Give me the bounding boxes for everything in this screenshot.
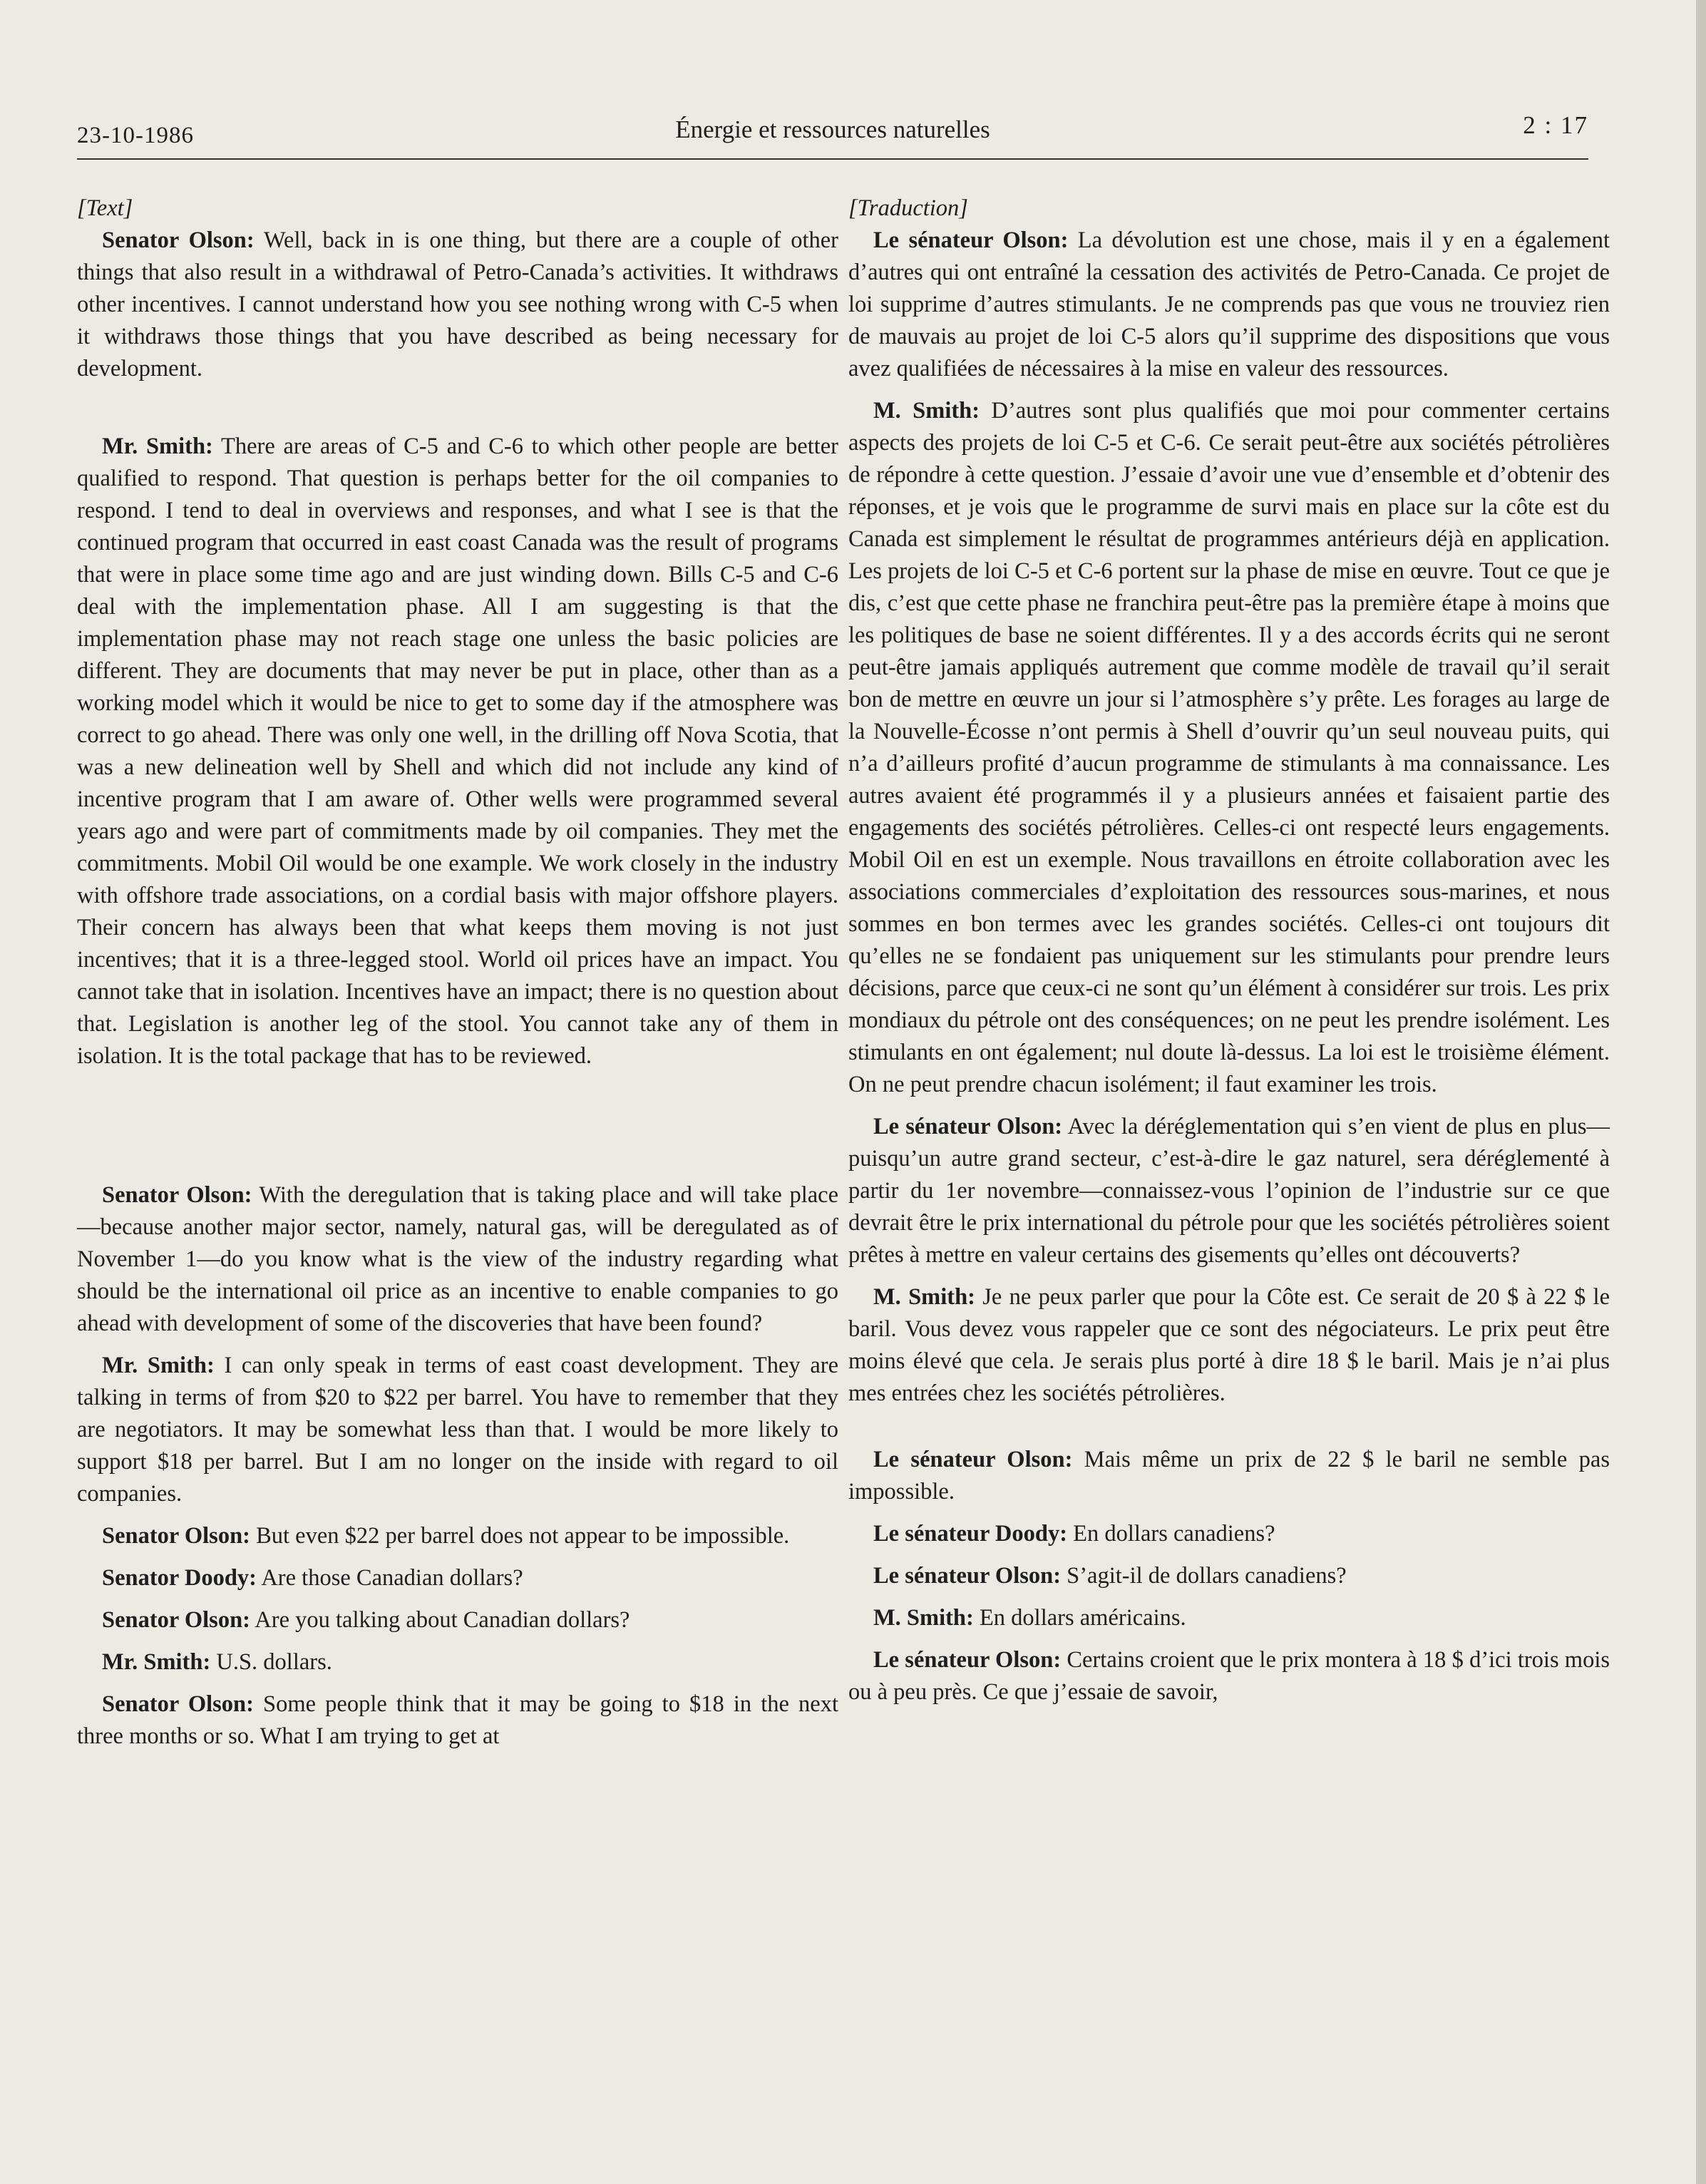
speech-paragraph bbox=[77, 431, 838, 1072]
speech-text: Certains croient que le prix montera à 18 $ d’ici trois mois ou à peu près. Ce que j’essaie de savoir, bbox=[848, 1647, 1610, 1705]
speaker-name: Mr. Smith: bbox=[102, 1353, 215, 1378]
speaker-name: Mr. Smith: bbox=[102, 1649, 211, 1675]
french-column bbox=[848, 193, 1610, 1718]
speech-text: Well, back in is one thing, but there are a couple of other things that also result in a withdrawal of Petro-Canada’s activities. It withdraws other incentives. I cannot understand how you see nothing wrong with C-5 when it withdraws those things that you have described as being necessary for development. bbox=[77, 227, 838, 381]
speech-paragraph bbox=[77, 1350, 838, 1510]
speech-paragraph bbox=[77, 1179, 838, 1340]
speech-paragraph bbox=[77, 1604, 838, 1636]
speaker-name: M. Smith: bbox=[873, 398, 980, 424]
speaker-name: Senator Olson: bbox=[102, 1182, 252, 1208]
speech-paragraph bbox=[77, 1562, 838, 1594]
speech-paragraph bbox=[848, 225, 1610, 385]
speaker-name: Le sénateur Olson: bbox=[873, 1647, 1062, 1673]
language-tag: [Text] bbox=[77, 195, 133, 221]
speech-text: U.S. dollars. bbox=[210, 1649, 332, 1675]
speech-text: Je ne peux parler que pour la Côte est. Ce serait de 20 $ à 22 $ le baril. Vous devez vous rappeler que ce sont des négociateurs. Le prix peut être moins élevé que cela. Je serais plus porté à dire 18 $ le baril. Mais je n’ai plus mes entrées chez les sociétés pétrolières. bbox=[848, 1284, 1610, 1406]
language-tag: [Traduction] bbox=[848, 195, 968, 221]
speech-text: Avec la déréglementation qui s’en vient de plus en plus—puisqu’un autre grand secteur, c’est-à-dire le gaz naturel, sera déréglementé à partir du 1er novembre—connaissez-vous l’opinion de l’industrie sur ce que devrait être le prix international du pétrole pour que les sociétés pétrolières soient prêtes à mettre en valeur certains des gisements qu’elles ont découverts? bbox=[848, 1114, 1610, 1268]
speech-paragraph bbox=[77, 1646, 838, 1678]
running-header bbox=[77, 107, 1588, 157]
speech-paragraph bbox=[848, 1444, 1610, 1508]
page-edge bbox=[1696, 0, 1706, 2184]
header-title: Énergie et ressources naturelles bbox=[675, 116, 990, 143]
speech-text: En dollars américains. bbox=[973, 1605, 1186, 1631]
header-date: 23-10-1986 bbox=[77, 123, 194, 148]
header-rule bbox=[77, 158, 1588, 160]
speech-text: Are those Canadian dollars? bbox=[256, 1565, 523, 1591]
speech-text: Are you talking about Canadian dollars? bbox=[250, 1607, 630, 1633]
speaker-name: Le sénateur Olson: bbox=[873, 1563, 1062, 1589]
speech-text: En dollars canadiens? bbox=[1067, 1521, 1275, 1547]
speech-text: La dévolution est une chose, mais il y en a également d’autres qui ont entraîné la cessation des activités de Petro-Canada. Ce projet de loi supprime d’autres stimulants. Je ne comprends pas que vous ne trouviez rien de mauvais au projet de loi C-5 alors qu’il supprime des dispositions que vous avez qualifiées de nécessaires à la mise en valeur des ressources. bbox=[848, 227, 1610, 381]
speech-text: There are areas of C-5 and C-6 to which other people are better qualified to respond. That question is perhaps better for the oil companies to respond. I tend to deal in overviews and responses, and what I see is that the continued program that occurred in east coast Canada was the result of programs that were in place some time ago and are just winding down. Bills C-5 and C-6 deal with the implementation phase. All I am suggesting is that the implementation phase may not reach stage one unless the basic policies are different. They are documents that may never be put in place, other than as a working model which it would be nice to get to some day if the atmosphere was correct to go ahead. There was only one well, in the drilling off Nova Scotia, that was a new delineation well by Shell and which did not include any kind of incentive program that I am aware of. Other wells were programmed several years ago and were part of commitments made by oil companies. They met the commitments. Mobil Oil would be one example. We work closely in the industry with offshore trade associations, on a cordial basis with major offshore players. Their concern has always been that what keeps them moving is not just incentives; that it is a three-legged stool. World oil prices have an impact. You cannot take that in isolation. Incentives have an impact; there is no question about that. Legislation is another leg of the stool. You cannot take any of them in isolation. It is the total package that has to be reviewed. bbox=[77, 434, 839, 1069]
header-page-number: 2 : 17 bbox=[1523, 111, 1588, 139]
speech-text: S’agit-il de dollars canadiens? bbox=[1061, 1563, 1347, 1589]
speech-paragraph bbox=[848, 1518, 1610, 1550]
speech-paragraph bbox=[77, 1520, 838, 1552]
speech-paragraph bbox=[77, 1688, 838, 1753]
speaker-name: Le sénateur Olson: bbox=[873, 1114, 1063, 1139]
speech-paragraph bbox=[848, 395, 1610, 1101]
speaker-name: Senator Olson: bbox=[102, 1691, 254, 1717]
speech-paragraph bbox=[848, 1111, 1610, 1271]
speech-text: Mais même un prix de 22 $ le baril ne semble pas impossible. bbox=[848, 1447, 1610, 1504]
speech-paragraph bbox=[848, 1644, 1610, 1708]
speech-text: I can only speak in terms of east coast development. They are talking in terms of from $20 to $22 per barrel. You have to remember that they are negotiators. It may be somewhat less than that. I would be more likely to support $18 per barrel. But I am no longer on the inside with regard to oil companies. bbox=[77, 1353, 838, 1507]
speaker-name: Le sénateur Doody: bbox=[873, 1521, 1068, 1547]
speaker-name: Le sénateur Olson: bbox=[873, 1447, 1073, 1472]
english-column bbox=[77, 193, 838, 1763]
speech-text: D’autres sont plus qualifiés que moi pour commenter certains aspects des projets de loi C-5 et C-6. Ce serait peut-être aux sociétés pétrolières de répondre à cette question. J’essaie d’avoir une vue d’ensemble et d’obtenir des réponses, et je vois que le programme de survi mais en place sur la côte est du Canada est simplement le résultat de programmes antérieurs déjà en application. Les projets de loi C-5 et C-6 portent sur la phase de mise en œuvre. Tout ce que je dis, c’est que cette phase ne franchira peut-être pas la première étape à moins que les politiques de base ne soient différentes. Il y a des accords écrits qui ne seront peut-être jamais appliqués autrement que comme modèle de travail qu’il serait bon de mettre en œuvre un jour si l’atmosphère s’y prête. Les forages au large de la Nouvelle-Écosse n’ont permis à Shell d’ouvrir qu’un seul nouveau puits, qui n’a d’ailleurs profité d’aucun programme de stimulants à ma connaissance. Les autres avaient été programmés il y a plusieurs années et faisaient partie des engagements des sociétés pétrolières. Celles-ci ont respecté leurs engagements. Mobil Oil en est un exemple. Nous travaillons en étroite collaboration avec les associations commerciales d’exploitation des ressources sous-marines, et nous sommes en bon termes avec les grandes sociétés. Celles-ci ont toujours dit qu’elles ne se fondaient pas uniquement sur les stimulants pour prendre leurs décisions, parce que ceux-ci ne sont qu’un élément à considérer sur trois. Les prix mondiaux du pétrole ont des conséquences; on ne peut les prendre isolément. Les stimulants en ont également; nul doute là-dessus. La loi est le troisième élément. On ne peut prendre chacun isolément; il faut examiner les trois. bbox=[848, 398, 1610, 1097]
speaker-name: Le sénateur Olson: bbox=[873, 227, 1069, 253]
speech-text: With the deregulation that is taking place and will take place—because another major sector, namely, natural gas, will be deregulated as of November 1—do you know what is the view of the industry regarding what should be the international oil price as an incentive to enable companies to go ahead with development of some of the discoveries that have been found? bbox=[77, 1182, 839, 1336]
speaker-name: M. Smith: bbox=[873, 1605, 974, 1631]
speech-paragraph bbox=[848, 1560, 1610, 1592]
speech-paragraph bbox=[848, 1281, 1610, 1410]
speaker-name: M. Smith: bbox=[873, 1284, 975, 1310]
speaker-name: Senator Doody: bbox=[102, 1565, 257, 1591]
speech-paragraph bbox=[848, 1602, 1610, 1634]
speech-paragraph bbox=[77, 225, 838, 385]
speaker-name: Senator Olson: bbox=[102, 227, 255, 253]
speech-text: But even $22 per barrel does not appear to be impossible. bbox=[250, 1523, 790, 1549]
speaker-name: Senator Olson: bbox=[102, 1523, 250, 1549]
speech-text: Some people think that it may be going to $18 in the next three months or so. What I am trying to get at bbox=[77, 1691, 839, 1749]
speaker-name: Mr. Smith: bbox=[102, 434, 213, 459]
speaker-name: Senator Olson: bbox=[102, 1607, 250, 1633]
